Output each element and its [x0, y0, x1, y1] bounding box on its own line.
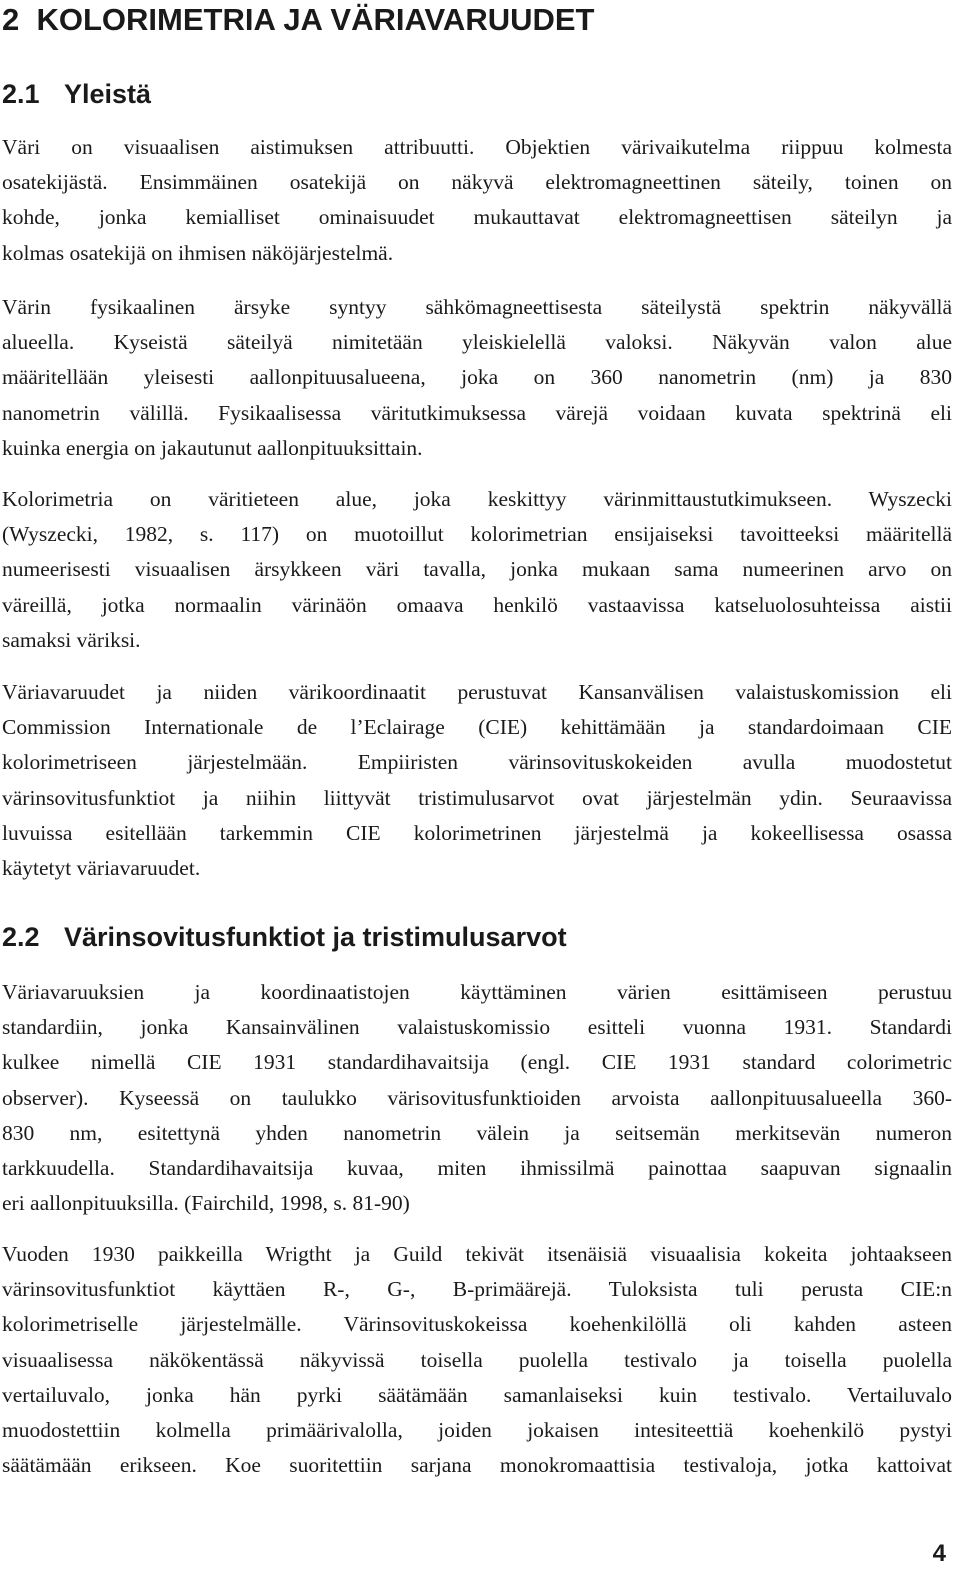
text-line: tarkkuudella. Standardihavaitsija kuvaa, miten ihmissilmä painottaa saapuvan signaalin — [2, 1155, 952, 1180]
text-line: Kolorimetria on väritieteen alue, joka keskittyy värinmittaustutkimukseen. Wyszecki — [2, 487, 952, 511]
text-line: nanometrin välillä. Fysikaalisessa väritutkimuksessa värejä voidaan kuvata spektrinä eli — [2, 400, 952, 425]
text-line: määritellään yleisesti aallonpituusalueena, joka on 360 nanometrin (nm) ja 830 — [2, 365, 952, 390]
text-line: värinsovitusfunktiot ja niihin liittyvät tristimulusarvot ovat järjestelmän ydin. Seuraavissa — [2, 785, 952, 810]
section-title: Yleistä — [64, 79, 152, 109]
text-line: kuinka energia on jakautunut aallonpituuksittain. — [2, 435, 423, 460]
text-line: vertailuvalo, jonka hän pyrki säätämään samanlaiseksi kuin testivalo. Vertailuvalo — [2, 1382, 952, 1407]
section-title: Värinsovitusfunktiot ja tristimulusarvot — [64, 922, 567, 952]
text-line: kolmas osatekijä on ihmisen näköjärjestelmä. — [2, 240, 394, 265]
chapter-heading — [2, 2, 594, 38]
chapter-number: 2 — [2, 2, 20, 37]
text-line: Väriavaruuksien ja koordinaatistojen käyttäminen värien esittämiseen perustuu — [2, 980, 952, 1004]
text-line: kohde, jonka kemialliset ominaisuudet mukauttavat elektromagneettisen säteilyn ja — [2, 205, 952, 230]
page-number: 4 — [932, 1540, 946, 1567]
text-line: eri aallonpituuksilla. (Fairchild, 1998, s. 81-90) — [2, 1191, 410, 1216]
text-line: samaksi väriksi. — [2, 627, 141, 652]
paragraph — [2, 290, 952, 466]
text-line: käytetyt väriavaruudet. — [2, 855, 201, 880]
text-line: numeerisesti visuaalisen ärsykkeen väri tavalla, jonka mukaan sama numeerinen arvo on — [2, 557, 952, 582]
section-heading-2-2 — [2, 920, 567, 954]
text-line: Värin fysikaalinen ärsyke syntyy sähkömagneettisesta säteilystä spektrin näkyvällä — [2, 295, 952, 319]
text-line: observer). Kyseessä on taulukko värisovitusfunktioiden arvoista aallonpituusalueella 360- — [2, 1085, 952, 1110]
text-line: osatekijästä. Ensimmäinen osatekijä on näkyvä elektromagneettinen säteily, toinen on — [2, 170, 952, 195]
text-line: visuaalisessa näkökentässä näkyvissä toisella puolella testivalo ja toisella puolella — [2, 1347, 952, 1372]
text-line: värinsovitusfunktiot käyttäen R-, G-, B-primäärejä. Tuloksista tuli perusta CIE:n — [2, 1277, 952, 1302]
paragraph — [2, 1237, 952, 1483]
text-line: luvuissa esitellään tarkemmin CIE kolorimetrinen järjestelmä ja kokeellisessa osassa — [2, 820, 952, 845]
text-line: standardiin, jonka Kansainvälinen valaistuskomissio esitteli vuonna 1931. Standardi — [2, 1015, 952, 1040]
text-line: alueella. Kyseistä säteilyä nimitetään yleiskielellä valoksi. Näkyvän valon alue — [2, 330, 952, 355]
section-heading-2-1 — [2, 77, 151, 111]
paragraph — [2, 482, 952, 658]
text-line: muodostettiin kolmella primäärivalolla, joiden jokaisen intesiteettiä koehenkilö pystyi — [2, 1417, 952, 1442]
text-line: Commission Internationale de l’Eclairage (CIE) kehittämään ja standardoimaan CIE — [2, 715, 952, 740]
text-line: kolorimetriselle järjestelmälle. Värinsovituskokeissa koehenkilöllä oli kahden asteen — [2, 1312, 952, 1337]
text-line: (Wyszecki, 1982, s. 117) on muotoillut kolorimetrian ensijaiseksi tavoitteeksi määritellä — [2, 522, 952, 547]
chapter-title: KOLORIMETRIA JA VÄRIAVARUUDET — [36, 2, 595, 37]
text-line: 830 nm, esitettynä yhden nanometrin välein ja seitsemän merkitsevän numeron — [2, 1120, 952, 1145]
section-number: 2.1 — [2, 79, 40, 109]
paragraph — [2, 975, 952, 1221]
text-line: säätämään erikseen. Koe suoritettiin sarjana monokromaattisia testivaloja, jotka kattoivat — [2, 1453, 952, 1478]
text-line: Väri on visuaalisen aistimuksen attribuutti. Objektien värivaikutelma riippuu kolmesta — [2, 135, 952, 159]
section-number: 2.2 — [2, 922, 40, 952]
text-line: Vuoden 1930 paikkeilla Wrigtht ja Guild tekivät itsenäisiä visuaalisia kokeita johtaakseen — [2, 1242, 952, 1266]
text-line: väreillä, jotka normaalin värinäön omaava henkilö vastaavissa katseluolosuhteissa aistii — [2, 592, 952, 617]
text-line: Väriavaruudet ja niiden värikoordinaatit perustuvat Kansanvälisen valaistuskomission eli — [2, 680, 952, 704]
text-line: kolorimetriseen järjestelmään. Empiiristen värinsovituskokeiden avulla muodostetut — [2, 750, 952, 775]
text-line: kulkee nimellä CIE 1931 standardihavaitsija (engl. CIE 1931 standard colorimetric — [2, 1050, 952, 1075]
paragraph — [2, 130, 952, 271]
paragraph — [2, 675, 952, 886]
